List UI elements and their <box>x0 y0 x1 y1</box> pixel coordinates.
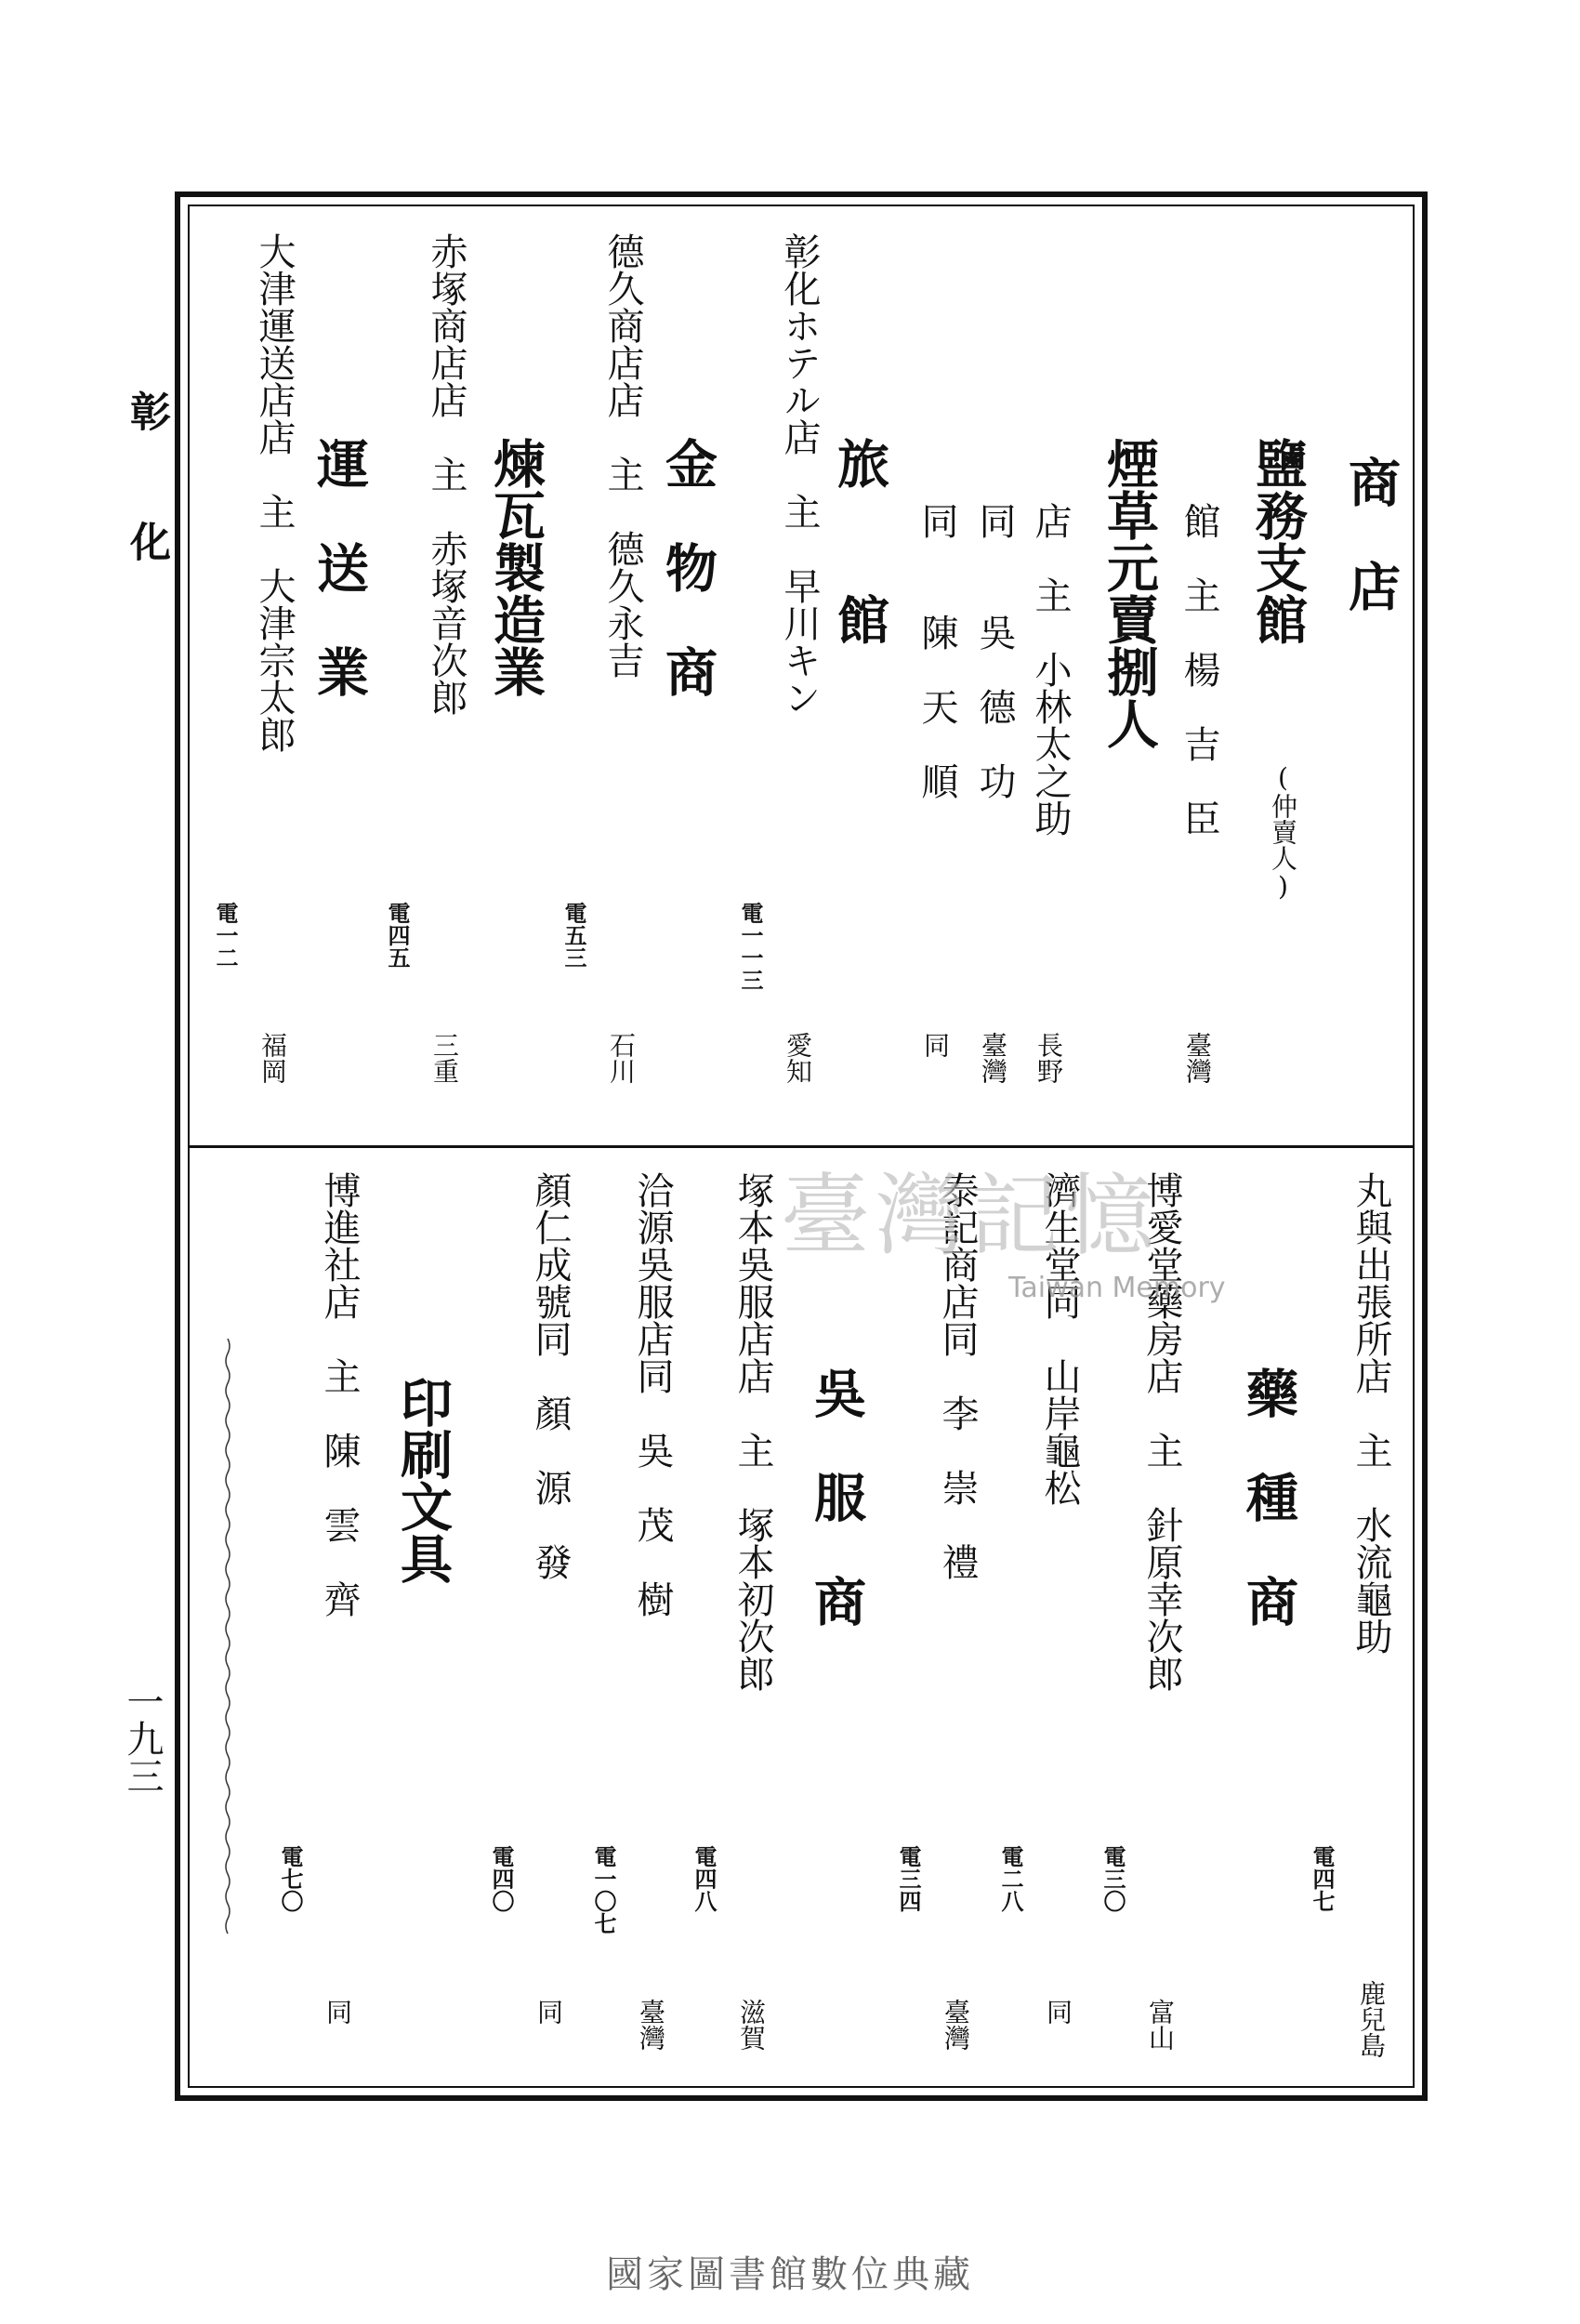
entry-origin: 臺灣 <box>978 1032 1008 1084</box>
entry-origin: 長野 <box>1034 1032 1064 1084</box>
entry-name: 德久商店店 主 德久永吉 <box>601 232 644 679</box>
entry-origin: 愛知 <box>783 1032 813 1084</box>
category-tobacco: 煙草元賣捌人 <box>1099 437 1160 749</box>
entry-origin: 臺灣 <box>941 1999 971 2051</box>
category-note: (仲賣人) <box>1268 762 1298 902</box>
entry-origin: 福岡 <box>257 1032 288 1084</box>
entry-name: 丸與出張所店 主 水流龜助 <box>1350 1171 1392 1655</box>
entry-name: 館 主 楊 吉 臣 <box>1178 502 1220 837</box>
entry-tel: 電三〇 <box>1099 1845 1126 1912</box>
category-transport: 運 送 業 <box>309 437 370 697</box>
category-inn: 旅 館 <box>829 437 890 645</box>
entry-name: 同 吳 德 功 <box>973 502 1016 799</box>
entry-origin: 同 <box>533 1999 564 2025</box>
page-number: 一九三 <box>121 1683 164 1794</box>
entry-tel: 電四七 <box>1309 1845 1336 1912</box>
entry-tel: 電四五 <box>384 902 411 969</box>
entry-name: 同 陳 天 順 <box>915 502 958 799</box>
category-clothing: 吳 服 商 <box>806 1367 867 1627</box>
entry-tel: 電一〇七 <box>590 1845 617 1934</box>
entry-name: 塚本吳服店店 主 塚本初次郎 <box>731 1171 774 1692</box>
entry-origin: 臺灣 <box>1182 1032 1213 1084</box>
entry-name: 彰化ホテル店 主 早川キン <box>778 232 821 716</box>
wavy-line <box>223 1339 232 1943</box>
entry-origin: 同 <box>323 1999 353 2025</box>
entry-tel: 電四八 <box>691 1845 718 1912</box>
entry-origin: 石川 <box>606 1032 637 1084</box>
entry-tel: 電五三 <box>560 902 587 969</box>
entry-name: 博愛堂藥房店 主 針原幸次郎 <box>1140 1171 1183 1692</box>
entry-name: 大津運送店店 主 大津宗太郎 <box>253 232 296 753</box>
side-title-2: 化 <box>123 521 170 561</box>
footer-credit: 國家圖書館數位典藏 <box>606 2253 974 2296</box>
entry-origin: 臺灣 <box>636 1999 666 2051</box>
entry-tel: 電三四 <box>895 1845 922 1912</box>
entry-name: 赤塚商店店 主 赤塚音次郎 <box>425 232 467 716</box>
watermark-subtitle: Taiwan Memory <box>1008 1272 1226 1304</box>
category-pharmacy: 藥 種 商 <box>1238 1367 1299 1627</box>
entry-origin: 鹿兒島 <box>1356 1980 1387 2058</box>
entry-name: 濟生堂同 山岸龜松 <box>1038 1171 1081 1506</box>
watermark-logo: 臺灣記憶 <box>781 1164 1160 1268</box>
side-title-1: 彰 <box>123 390 170 431</box>
category-hardware: 金 物 商 <box>657 437 718 697</box>
entry-name: 泰記商店同 李 崇 禮 <box>936 1171 979 1580</box>
entry-name: 顏仁成號同 顏 源 發 <box>529 1171 572 1580</box>
entry-tel: 電一一三 <box>737 902 764 991</box>
entry-name: 店 主 小林太之助 <box>1029 502 1072 837</box>
category-brick: 煉瓦製造業 <box>485 437 546 697</box>
entry-origin: 同 <box>1043 1999 1073 2025</box>
entry-name: 洽源吳服店同 吳 茂 樹 <box>631 1171 674 1618</box>
top-title: 商 店 <box>1340 456 1402 612</box>
entry-name: 博進社店 主 陳 雲 齊 <box>318 1171 361 1618</box>
entry-tel: 電一二 <box>212 902 239 969</box>
entry-origin: 滋賀 <box>736 1999 767 2051</box>
category-salt-branch: 鹽務支館 <box>1247 437 1309 645</box>
entry-tel: 電二八 <box>997 1845 1024 1912</box>
entry-origin: 三重 <box>429 1032 460 1084</box>
entry-origin: 同 <box>920 1032 951 1058</box>
entry-tel: 電七〇 <box>277 1845 304 1912</box>
category-stationery: 印刷文具 <box>392 1376 454 1584</box>
entry-origin: 富山 <box>1145 1999 1176 2051</box>
entry-tel: 電四〇 <box>488 1845 515 1912</box>
